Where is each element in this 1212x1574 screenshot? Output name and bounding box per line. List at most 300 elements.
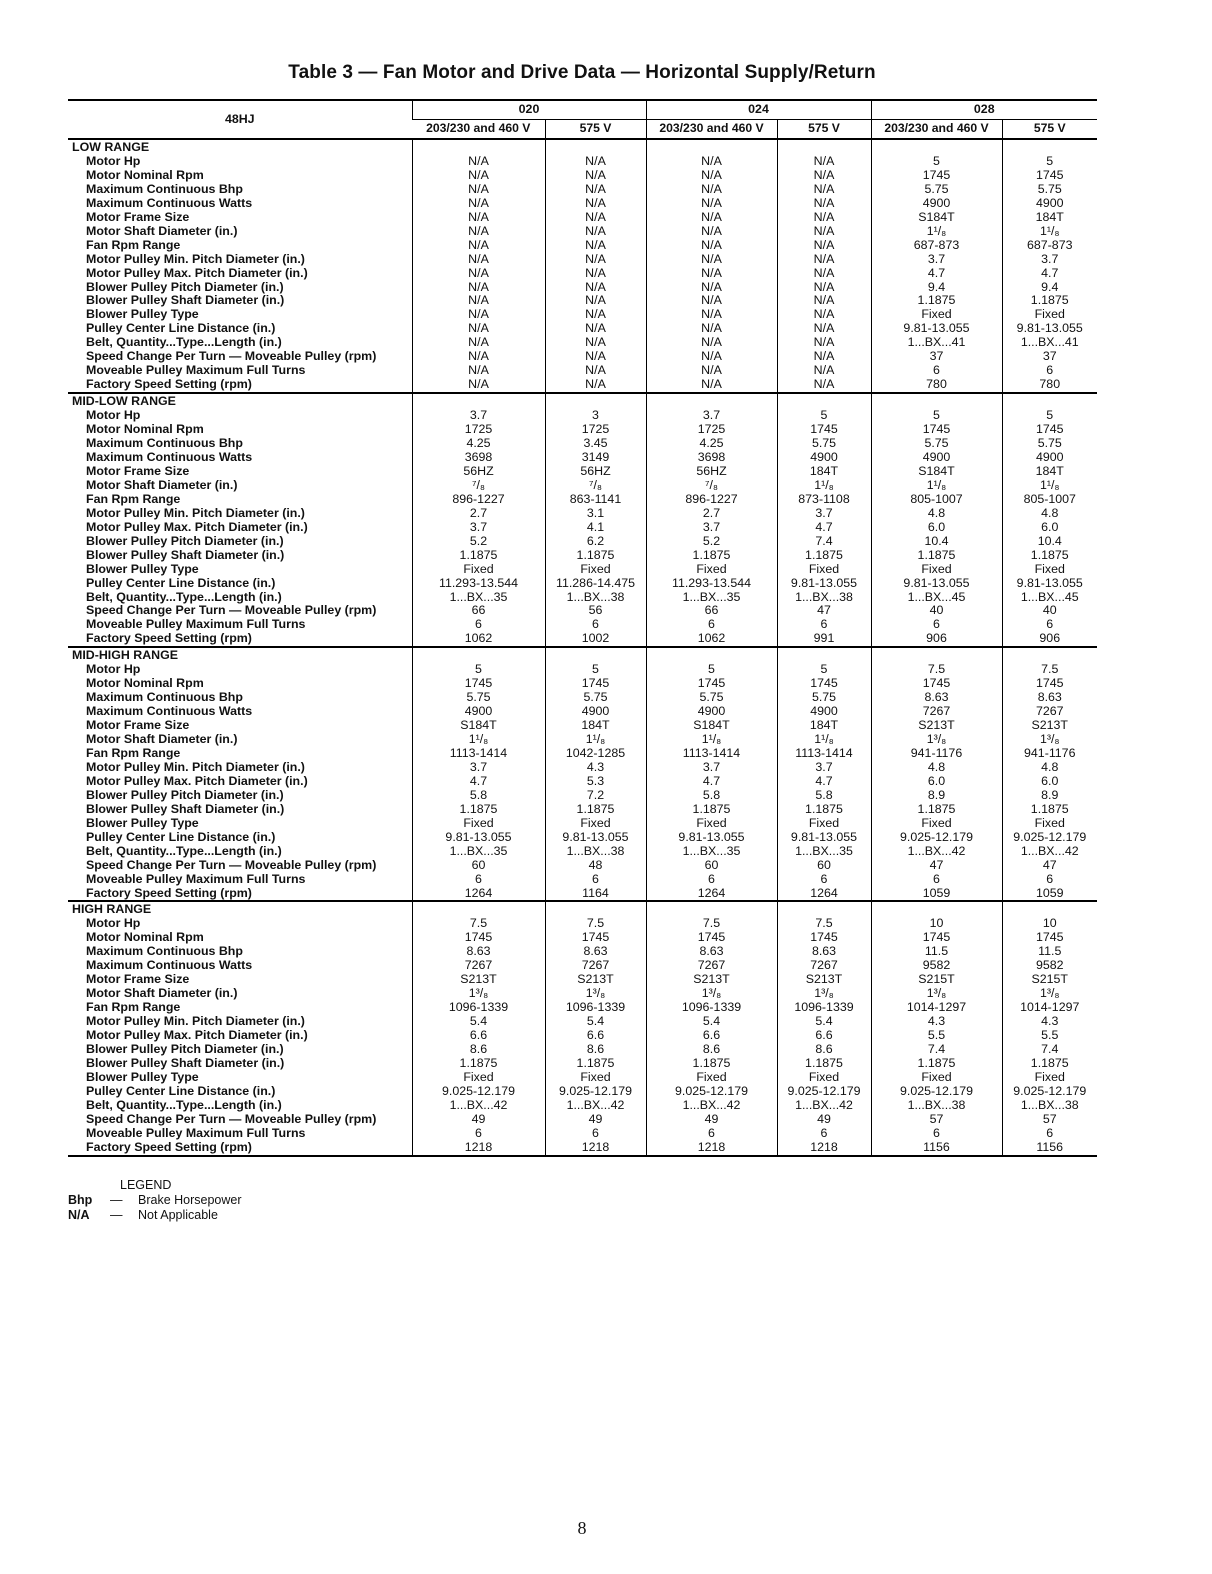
group-header-020: 020 bbox=[412, 100, 646, 120]
row-label: Blower Pulley Pitch Diameter (in.) bbox=[86, 787, 284, 802]
row-label: Blower Pulley Pitch Diameter (in.) bbox=[86, 1042, 284, 1056]
table-cell: Fixed bbox=[777, 1071, 871, 1085]
table-cell: 5 bbox=[777, 663, 871, 677]
table-cell: 1.1875 bbox=[777, 549, 871, 563]
table-cell: N/A bbox=[545, 267, 646, 281]
table-cell: 1.1875 bbox=[646, 803, 777, 817]
voltage-header: 203/230 and 460 V bbox=[412, 120, 545, 140]
table-cell: 9.81-13.055 bbox=[545, 831, 646, 845]
section-heading: HIGH RANGE bbox=[72, 902, 152, 917]
table-cell: 5 bbox=[871, 409, 1002, 423]
empty-cell bbox=[412, 647, 545, 663]
table-cell: 1113-1414 bbox=[777, 747, 871, 761]
table-row bbox=[68, 423, 1097, 437]
row-label: Fan Rpm Range bbox=[86, 1000, 181, 1015]
table-cell: N/A bbox=[646, 267, 777, 281]
table-cell: N/A bbox=[412, 308, 545, 322]
table-cell: 1059 bbox=[871, 887, 1002, 902]
table-cell: Fixed bbox=[871, 308, 1002, 322]
range-section bbox=[68, 647, 1097, 901]
table-cell: 6 bbox=[871, 618, 1002, 632]
table-cell: 3.1 bbox=[545, 507, 646, 521]
table-cell: 4.8 bbox=[871, 507, 1002, 521]
row-label: Motor Shaft Diameter (in.) bbox=[86, 223, 238, 238]
table-cell: 5.75 bbox=[871, 183, 1002, 197]
row-label: Maximum Continuous Watts bbox=[86, 958, 253, 973]
table-cell: N/A bbox=[777, 253, 871, 267]
table-cell: 6 bbox=[871, 873, 1002, 887]
table-row bbox=[68, 917, 1097, 931]
table-cell: 9.81-13.055 bbox=[1002, 322, 1097, 336]
row-label: Motor Hp bbox=[86, 408, 141, 423]
table-cell: 4900 bbox=[777, 451, 871, 465]
table-cell: 5.8 bbox=[777, 789, 871, 803]
table-cell: 57 bbox=[1002, 1113, 1097, 1127]
table-cell: 4900 bbox=[777, 705, 871, 719]
table-cell: N/A bbox=[545, 364, 646, 378]
table-cell: 6 bbox=[646, 873, 777, 887]
table-cell: 1¹/₈ bbox=[646, 733, 777, 747]
table-cell: 4900 bbox=[545, 705, 646, 719]
table-cell: N/A bbox=[412, 281, 545, 295]
table-cell: Fixed bbox=[545, 563, 646, 577]
table-cell: N/A bbox=[646, 336, 777, 350]
table-cell: 1096-1339 bbox=[777, 1001, 871, 1015]
table-cell: 1³/₈ bbox=[1002, 733, 1097, 747]
table-cell: 4.1 bbox=[545, 521, 646, 535]
table-cell: N/A bbox=[412, 183, 545, 197]
table-cell: 5 bbox=[412, 663, 545, 677]
table-cell: 11.286-14.475 bbox=[545, 577, 646, 591]
table-cell: Fixed bbox=[412, 563, 545, 577]
table-cell: N/A bbox=[646, 197, 777, 211]
table-cell: 47 bbox=[871, 859, 1002, 873]
table-cell: 6 bbox=[545, 1127, 646, 1141]
table-row bbox=[68, 350, 1097, 364]
table-cell: 1745 bbox=[1002, 169, 1097, 183]
section-heading: MID-HIGH RANGE bbox=[72, 648, 179, 663]
table-cell: N/A bbox=[646, 281, 777, 295]
empty-cell bbox=[777, 901, 871, 917]
table-cell: 687-873 bbox=[1002, 239, 1097, 253]
table-cell: 9.025-12.179 bbox=[545, 1085, 646, 1099]
table-cell: N/A bbox=[545, 378, 646, 393]
table-cell: 1725 bbox=[545, 423, 646, 437]
table-row bbox=[68, 169, 1097, 183]
row-label: Moveable Pulley Maximum Full Turns bbox=[86, 871, 306, 886]
range-section bbox=[68, 393, 1097, 647]
table-cell: 4.7 bbox=[1002, 267, 1097, 281]
table-cell: 9.025-12.179 bbox=[646, 1085, 777, 1099]
table-cell: 4.7 bbox=[777, 775, 871, 789]
table-cell: 3.7 bbox=[777, 507, 871, 521]
table-cell: N/A bbox=[545, 197, 646, 211]
table-row bbox=[68, 931, 1097, 945]
table-cell: N/A bbox=[412, 267, 545, 281]
section-heading: MID-LOW RANGE bbox=[72, 394, 176, 409]
table-cell: 873-1108 bbox=[777, 493, 871, 507]
table-cell: 1...BX...35 bbox=[412, 845, 545, 859]
table-cell: Fixed bbox=[646, 817, 777, 831]
table-cell: 906 bbox=[871, 632, 1002, 647]
table-cell: 4900 bbox=[871, 197, 1002, 211]
row-label: Blower Pulley Pitch Diameter (in.) bbox=[86, 533, 284, 548]
table-row bbox=[68, 437, 1097, 451]
table-cell: 184T bbox=[777, 719, 871, 733]
row-label: Blower Pulley Type bbox=[86, 561, 199, 576]
table-cell: N/A bbox=[545, 322, 646, 336]
table-cell: 4.7 bbox=[777, 521, 871, 535]
table-cell: ⁷/₈ bbox=[412, 479, 545, 493]
table-cell: 1...BX...42 bbox=[871, 845, 1002, 859]
table-cell: 4900 bbox=[1002, 197, 1097, 211]
table-cell: 5 bbox=[871, 155, 1002, 169]
table-row bbox=[68, 281, 1097, 295]
table-cell: 11.5 bbox=[1002, 945, 1097, 959]
table-cell: 184T bbox=[1002, 465, 1097, 479]
row-label: Motor Shaft Diameter (in.) bbox=[86, 732, 238, 747]
table-cell: 6 bbox=[646, 1127, 777, 1141]
row-label: Motor Pulley Min. Pitch Diameter (in.) bbox=[86, 505, 305, 520]
legend-title: LEGEND bbox=[120, 1178, 172, 1192]
table-cell: 5.4 bbox=[412, 1015, 545, 1029]
table-cell: 2.7 bbox=[412, 507, 545, 521]
table-row bbox=[68, 267, 1097, 281]
table-cell: N/A bbox=[777, 336, 871, 350]
table-cell: 10 bbox=[1002, 917, 1097, 931]
table-cell: 7.5 bbox=[412, 917, 545, 931]
table-cell: 9.025-12.179 bbox=[412, 1085, 545, 1099]
table-cell: N/A bbox=[412, 336, 545, 350]
table-cell: 8.6 bbox=[412, 1043, 545, 1057]
table-row bbox=[68, 322, 1097, 336]
table-cell: 48 bbox=[545, 859, 646, 873]
table-cell: N/A bbox=[545, 281, 646, 295]
row-label: Motor Pulley Max. Pitch Diameter (in.) bbox=[86, 773, 308, 788]
row-label: Fan Rpm Range bbox=[86, 745, 181, 760]
table-row bbox=[68, 1029, 1097, 1043]
table-cell: 906 bbox=[1002, 632, 1097, 647]
table-cell: 4.7 bbox=[871, 267, 1002, 281]
table-cell: 7.4 bbox=[871, 1043, 1002, 1057]
table-row bbox=[68, 1141, 1097, 1156]
table-cell: 1...BX...42 bbox=[1002, 845, 1097, 859]
table-cell: Fixed bbox=[646, 1071, 777, 1085]
table-row bbox=[68, 577, 1097, 591]
row-label: Pulley Center Line Distance (in.) bbox=[86, 1083, 276, 1098]
table-cell: 6.0 bbox=[1002, 521, 1097, 535]
row-label: Motor Pulley Max. Pitch Diameter (in.) bbox=[86, 1028, 308, 1043]
table-cell: 1...BX...38 bbox=[1002, 1099, 1097, 1113]
table-cell: 7.5 bbox=[871, 663, 1002, 677]
table-cell: 1745 bbox=[545, 677, 646, 691]
row-label: Maximum Continuous Bhp bbox=[86, 181, 243, 196]
table-cell: 7.4 bbox=[777, 535, 871, 549]
table-cell: 5.75 bbox=[777, 437, 871, 451]
table-cell: 66 bbox=[412, 604, 545, 618]
table-cell: N/A bbox=[646, 253, 777, 267]
table-cell: 6 bbox=[1002, 873, 1097, 887]
row-label: Motor Pulley Min. Pitch Diameter (in.) bbox=[86, 1014, 305, 1029]
table-cell: 1.1875 bbox=[1002, 1057, 1097, 1071]
table-cell: 5.75 bbox=[871, 437, 1002, 451]
table-cell: Fixed bbox=[871, 817, 1002, 831]
table-cell: 3.7 bbox=[646, 409, 777, 423]
row-label: Speed Change Per Turn — Moveable Pulley (rpm) bbox=[86, 1111, 377, 1126]
table-cell: N/A bbox=[777, 322, 871, 336]
table-cell: 4.3 bbox=[545, 761, 646, 775]
empty-cell bbox=[871, 901, 1002, 917]
table-cell: 1¹/₈ bbox=[412, 733, 545, 747]
row-label: Fan Rpm Range bbox=[86, 237, 181, 252]
row-label: Motor Pulley Max. Pitch Diameter (in.) bbox=[86, 265, 308, 280]
table-cell: 1745 bbox=[1002, 931, 1097, 945]
table-row bbox=[68, 507, 1097, 521]
table-cell: 2.7 bbox=[646, 507, 777, 521]
row-label: Blower Pulley Shaft Diameter (in.) bbox=[86, 293, 285, 308]
table-cell: Fixed bbox=[1002, 308, 1097, 322]
table-cell: 1...BX...42 bbox=[777, 1099, 871, 1113]
table-cell: 6.2 bbox=[545, 535, 646, 549]
empty-cell bbox=[412, 901, 545, 917]
row-label: Pulley Center Line Distance (in.) bbox=[86, 321, 276, 336]
row-label: Motor Nominal Rpm bbox=[86, 422, 204, 437]
table-row bbox=[68, 775, 1097, 789]
table-cell: N/A bbox=[646, 294, 777, 308]
row-label: Factory Speed Setting (rpm) bbox=[68, 632, 412, 647]
table-row bbox=[68, 817, 1097, 831]
row-label: Speed Change Per Turn — Moveable Pulley (rpm) bbox=[86, 349, 377, 364]
section-heading: LOW RANGE bbox=[72, 140, 150, 154]
table-cell: 3.7 bbox=[412, 409, 545, 423]
table-cell: 805-1007 bbox=[1002, 493, 1097, 507]
section-heading-row bbox=[68, 139, 1097, 155]
legend-abbr: Bhp bbox=[68, 1193, 93, 1207]
table-cell: N/A bbox=[646, 183, 777, 197]
table-cell: N/A bbox=[777, 267, 871, 281]
table-row bbox=[68, 789, 1097, 803]
empty-cell bbox=[545, 647, 646, 663]
table-cell: 9.81-13.055 bbox=[777, 577, 871, 591]
table-cell: 56 bbox=[545, 604, 646, 618]
table-cell: N/A bbox=[545, 253, 646, 267]
empty-cell bbox=[1002, 901, 1097, 917]
table-cell: 1.1875 bbox=[545, 803, 646, 817]
table-cell: 1725 bbox=[646, 423, 777, 437]
table-cell: ⁷/₈ bbox=[545, 479, 646, 493]
table-cell: Fixed bbox=[871, 563, 1002, 577]
table-cell: 1.1875 bbox=[412, 1057, 545, 1071]
table-cell: S184T bbox=[871, 211, 1002, 225]
table-cell: N/A bbox=[646, 308, 777, 322]
table-cell: 1³/₈ bbox=[777, 987, 871, 1001]
table-cell: Fixed bbox=[1002, 563, 1097, 577]
table-cell: 3.7 bbox=[412, 761, 545, 775]
table-cell: N/A bbox=[646, 350, 777, 364]
table-cell: Fixed bbox=[646, 563, 777, 577]
table-cell: 6 bbox=[777, 1127, 871, 1141]
table-cell: 6.6 bbox=[646, 1029, 777, 1043]
table-cell: Fixed bbox=[777, 817, 871, 831]
row-label: Maximum Continuous Watts bbox=[86, 704, 253, 719]
table-cell: 1156 bbox=[1002, 1141, 1097, 1156]
table-cell: 780 bbox=[871, 378, 1002, 393]
table-cell: 8.9 bbox=[871, 789, 1002, 803]
table-cell: S184T bbox=[871, 465, 1002, 479]
table-cell: 1³/₈ bbox=[545, 987, 646, 1001]
table-cell: 56HZ bbox=[646, 465, 777, 479]
table-cell: 9.81-13.055 bbox=[871, 577, 1002, 591]
table-row bbox=[68, 409, 1097, 423]
empty-cell bbox=[871, 647, 1002, 663]
table-cell: N/A bbox=[412, 378, 545, 393]
table-cell: 4.8 bbox=[871, 761, 1002, 775]
table-cell: 7267 bbox=[1002, 705, 1097, 719]
table-cell: 1062 bbox=[412, 632, 545, 647]
table-cell: 10.4 bbox=[871, 535, 1002, 549]
table-cell: 3698 bbox=[646, 451, 777, 465]
table-cell: 7267 bbox=[777, 959, 871, 973]
table-cell: N/A bbox=[777, 378, 871, 393]
table-row bbox=[68, 859, 1097, 873]
table-cell: 1264 bbox=[646, 887, 777, 902]
table-cell: 1264 bbox=[777, 887, 871, 902]
table-cell: N/A bbox=[412, 364, 545, 378]
table-cell: 1...BX...38 bbox=[777, 591, 871, 605]
table-cell: 60 bbox=[412, 859, 545, 873]
table-cell: 1264 bbox=[412, 887, 545, 902]
table-cell: 687-873 bbox=[871, 239, 1002, 253]
table-cell: N/A bbox=[545, 225, 646, 239]
table-cell: N/A bbox=[646, 211, 777, 225]
table-cell: 4.8 bbox=[1002, 507, 1097, 521]
table-row bbox=[68, 719, 1097, 733]
table-cell: 66 bbox=[646, 604, 777, 618]
row-label: Blower Pulley Shaft Diameter (in.) bbox=[86, 801, 285, 816]
table-cell: 4900 bbox=[871, 451, 1002, 465]
empty-cell bbox=[1002, 139, 1097, 155]
table-cell: 6 bbox=[1002, 618, 1097, 632]
table-row bbox=[68, 945, 1097, 959]
table-cell: 4900 bbox=[646, 705, 777, 719]
row-label: Pulley Center Line Distance (in.) bbox=[86, 829, 276, 844]
row-label: Maximum Continuous Watts bbox=[86, 449, 253, 464]
row-label: Fan Rpm Range bbox=[86, 491, 181, 506]
row-label: Maximum Continuous Bhp bbox=[86, 436, 243, 451]
table-cell: N/A bbox=[777, 294, 871, 308]
table-cell: 9.025-12.179 bbox=[1002, 1085, 1097, 1099]
table-cell: 805-1007 bbox=[871, 493, 1002, 507]
table-cell: 7267 bbox=[412, 959, 545, 973]
table-row bbox=[68, 831, 1097, 845]
table-cell: 10 bbox=[871, 917, 1002, 931]
table-cell: 47 bbox=[777, 604, 871, 618]
table-cell: 1096-1339 bbox=[646, 1001, 777, 1015]
legend-dash: — bbox=[110, 1208, 123, 1222]
table-cell: N/A bbox=[545, 155, 646, 169]
table-cell: 5.5 bbox=[1002, 1029, 1097, 1043]
table-row bbox=[68, 294, 1097, 308]
voltage-header: 203/230 and 460 V bbox=[871, 120, 1002, 140]
table-cell: 1745 bbox=[871, 423, 1002, 437]
table-cell: 5.8 bbox=[412, 789, 545, 803]
table-cell: N/A bbox=[412, 197, 545, 211]
table-cell: 6 bbox=[871, 1127, 1002, 1141]
table-cell: 1³/₈ bbox=[871, 987, 1002, 1001]
table-cell: 4.3 bbox=[871, 1015, 1002, 1029]
table-row bbox=[68, 493, 1097, 507]
table-cell: 5 bbox=[646, 663, 777, 677]
table-cell: N/A bbox=[545, 336, 646, 350]
table-cell: 780 bbox=[1002, 378, 1097, 393]
table-cell: N/A bbox=[777, 169, 871, 183]
table-cell: 5.3 bbox=[545, 775, 646, 789]
table-row bbox=[68, 155, 1097, 169]
table-cell: 1...BX...35 bbox=[412, 591, 545, 605]
row-label: Motor Frame Size bbox=[86, 209, 190, 224]
row-label: Motor Shaft Diameter (in.) bbox=[86, 477, 238, 492]
table-cell: 1745 bbox=[871, 677, 1002, 691]
table-cell: N/A bbox=[412, 253, 545, 267]
empty-cell bbox=[646, 139, 777, 155]
table-cell: N/A bbox=[545, 239, 646, 253]
table-row bbox=[68, 308, 1097, 322]
table-cell: N/A bbox=[777, 308, 871, 322]
table-cell: 1042-1285 bbox=[545, 747, 646, 761]
table-cell: 1.1875 bbox=[871, 549, 1002, 563]
voltage-header: 575 V bbox=[545, 120, 646, 140]
table-cell: 9.025-12.179 bbox=[1002, 831, 1097, 845]
table-cell: 5.75 bbox=[777, 691, 871, 705]
row-label: Maximum Continuous Bhp bbox=[86, 944, 243, 959]
table-row bbox=[68, 691, 1097, 705]
table-cell: 1...BX...42 bbox=[646, 1099, 777, 1113]
table-row bbox=[68, 1071, 1097, 1085]
table-row bbox=[68, 197, 1097, 211]
table-cell: 8.63 bbox=[545, 945, 646, 959]
table-cell: 8.63 bbox=[646, 945, 777, 959]
table-cell: 1.1875 bbox=[871, 803, 1002, 817]
empty-cell bbox=[777, 647, 871, 663]
row-label: Moveable Pulley Maximum Full Turns bbox=[86, 363, 306, 378]
table-cell: 47 bbox=[1002, 859, 1097, 873]
table-row bbox=[68, 733, 1097, 747]
table-cell: 1218 bbox=[646, 1141, 777, 1156]
table-cell: N/A bbox=[777, 155, 871, 169]
legend-dash: — bbox=[110, 1193, 123, 1207]
table-cell: 1059 bbox=[1002, 887, 1097, 902]
table-cell: N/A bbox=[412, 155, 545, 169]
row-label: Belt, Quantity...Type...Length (in.) bbox=[86, 335, 282, 350]
table-cell: 4.25 bbox=[412, 437, 545, 451]
table-cell: S213T bbox=[412, 973, 545, 987]
table-cell: N/A bbox=[646, 169, 777, 183]
table-cell: 896-1227 bbox=[412, 493, 545, 507]
table-cell: 1.1875 bbox=[1002, 294, 1097, 308]
legend-meaning: Not Applicable bbox=[138, 1208, 218, 1222]
table-cell: 5.75 bbox=[646, 691, 777, 705]
table-cell: S213T bbox=[871, 719, 1002, 733]
table-cell: 1062 bbox=[646, 632, 777, 647]
empty-cell bbox=[646, 393, 777, 409]
table-row bbox=[68, 632, 1097, 647]
row-label: Motor Hp bbox=[86, 916, 141, 931]
row-label: Belt, Quantity...Type...Length (in.) bbox=[86, 589, 282, 604]
table-cell: 1...BX...45 bbox=[1002, 591, 1097, 605]
table-row bbox=[68, 521, 1097, 535]
row-label: Factory Speed Setting (rpm) bbox=[68, 378, 412, 393]
empty-cell bbox=[412, 393, 545, 409]
